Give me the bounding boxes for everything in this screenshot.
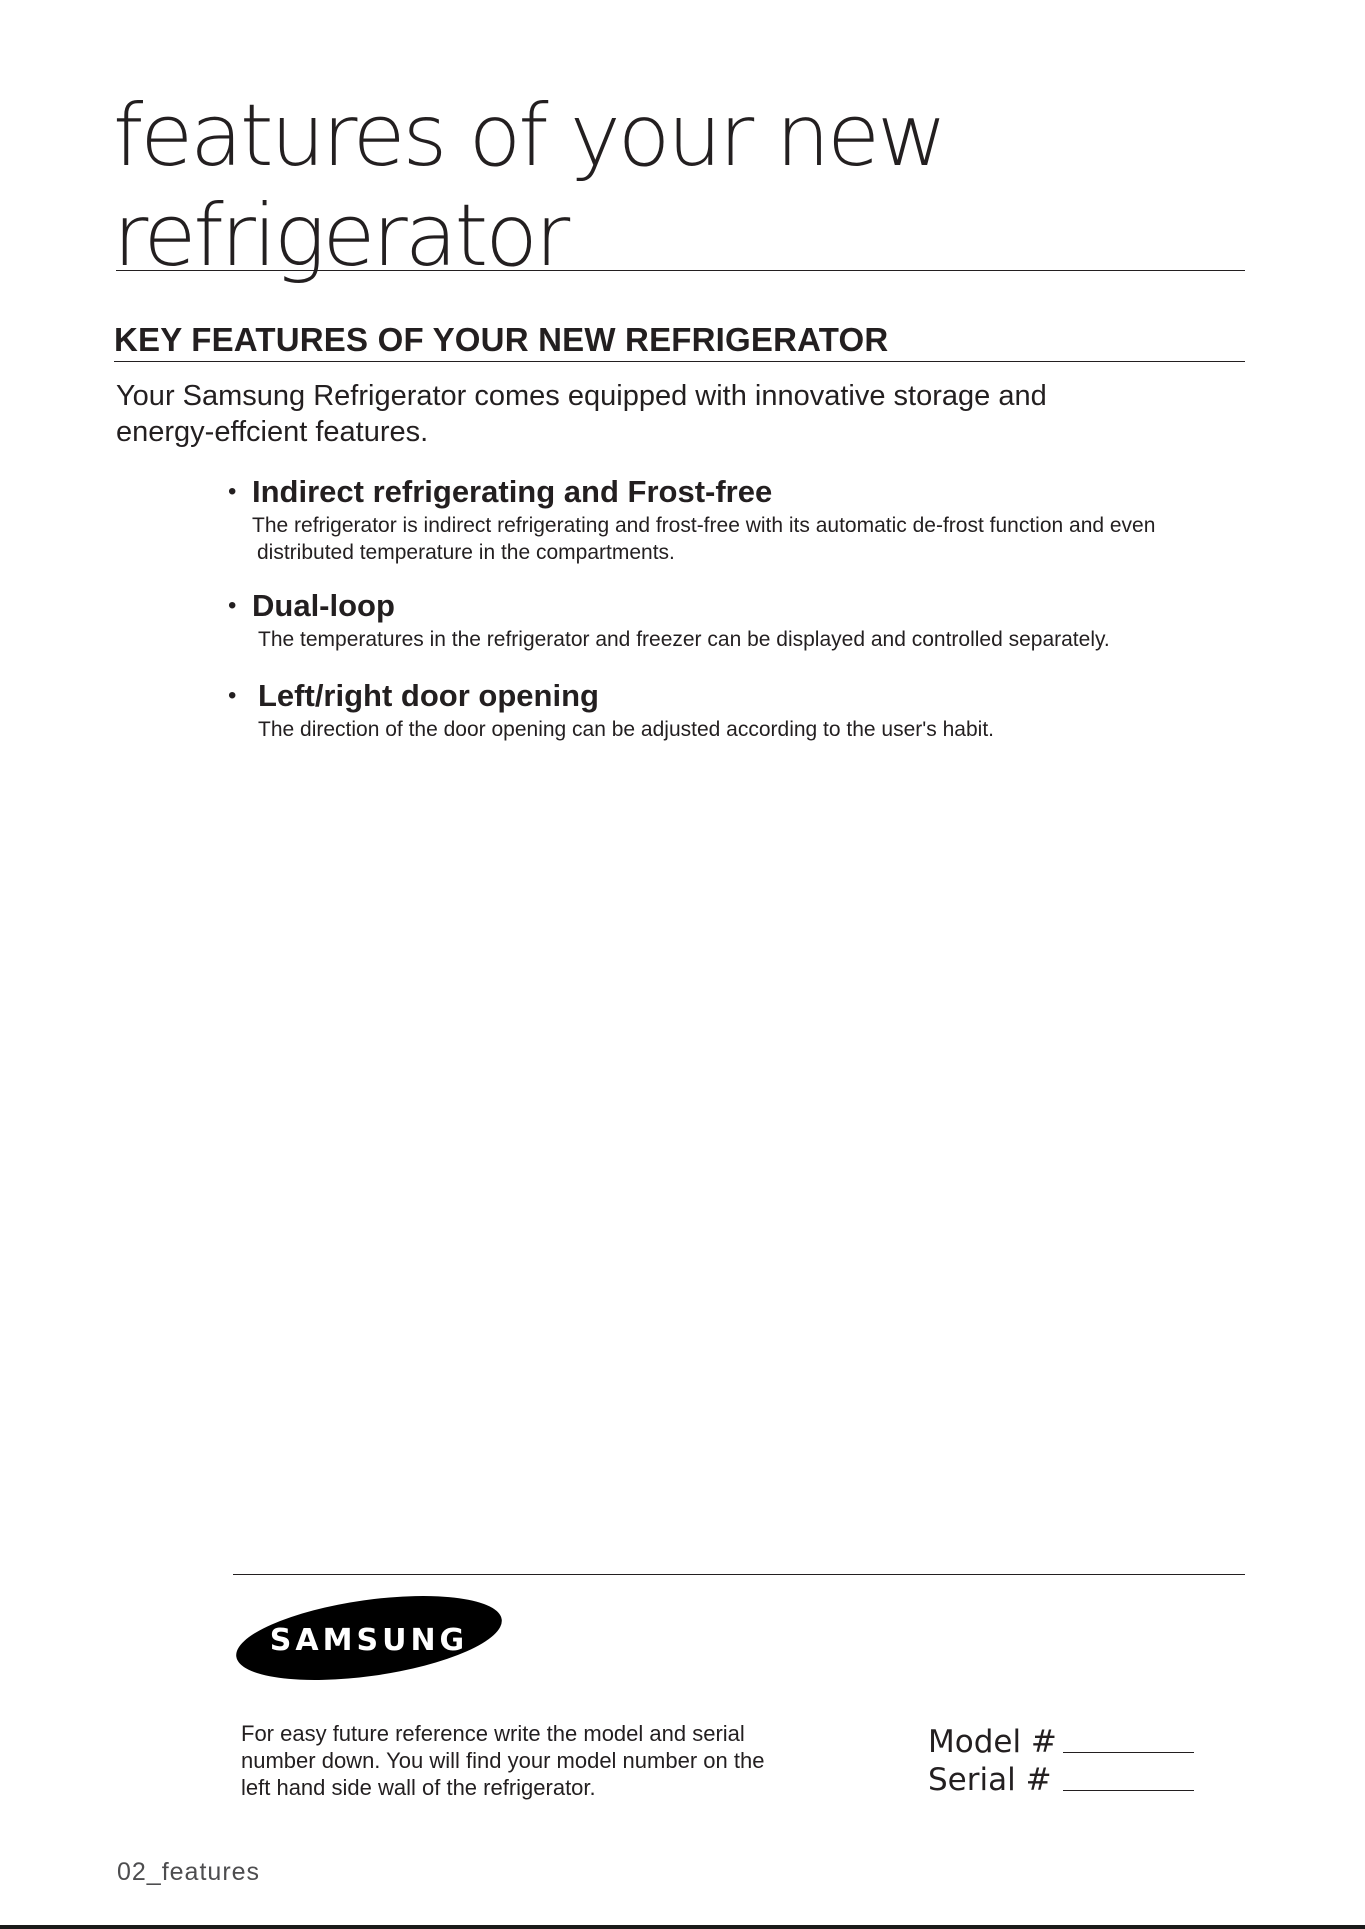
section-heading: KEY FEATURES OF YOUR NEW REFRIGERATOR xyxy=(114,321,889,358)
feature-description-line2: distributed temperature in the compartments. xyxy=(257,541,675,564)
footer-divider xyxy=(233,1574,1245,1575)
feature-description xyxy=(252,512,1262,566)
serial-label: Serial # xyxy=(928,1762,1052,1798)
bullet-icon: • xyxy=(228,682,237,709)
page-bottom-edge xyxy=(0,1925,1365,1929)
intro-line1: Your Samsung Refrigerator comes equipped with innovative storage and xyxy=(116,380,1047,412)
page-title-line2: refrigerator xyxy=(113,186,568,286)
feature-title: Left/right door opening xyxy=(258,678,599,713)
feature-title: Dual-loop xyxy=(252,588,395,623)
page-title xyxy=(113,86,1243,286)
reference-note-line3: left hand side wall of the refrigerator. xyxy=(241,1775,596,1800)
intro-paragraph xyxy=(116,378,1216,450)
serial-number-field xyxy=(928,1761,1228,1799)
bullet-icon: • xyxy=(228,478,237,505)
model-label: Model # xyxy=(928,1724,1057,1760)
title-divider xyxy=(116,270,1245,271)
intro-line2: energy-effcient features. xyxy=(116,416,429,448)
feature-title: Indirect refrigerating and Frost-free xyxy=(252,474,773,509)
reference-note-line2: number down. You will find your model number on the xyxy=(241,1748,765,1773)
reference-note-line1: For easy future reference write the model and serial xyxy=(241,1721,745,1746)
feature-description xyxy=(258,626,1268,653)
model-blank-line xyxy=(1063,1752,1194,1753)
samsung-logo xyxy=(234,1596,504,1680)
section-divider xyxy=(114,361,1245,362)
model-number-field xyxy=(928,1723,1228,1761)
feature-description-line1: The temperatures in the refrigerator and freezer can be displayed and controlled separately. xyxy=(258,628,1110,651)
logo-wordmark: SAMSUNG xyxy=(269,1622,469,1658)
feature-description xyxy=(258,716,1268,743)
page-title-line1: features of your new xyxy=(113,86,945,186)
reference-note xyxy=(241,1720,821,1801)
feature-description-line1: The refrigerator is indirect refrigerating and frost-free with its automatic de-frost function and even xyxy=(252,514,1156,537)
feature-description-line1: The direction of the door opening can be adjusted according to the user's habit. xyxy=(258,718,994,741)
page-number-label: 02_features xyxy=(117,1858,261,1886)
bullet-icon: • xyxy=(228,592,237,619)
serial-blank-line xyxy=(1063,1790,1194,1791)
